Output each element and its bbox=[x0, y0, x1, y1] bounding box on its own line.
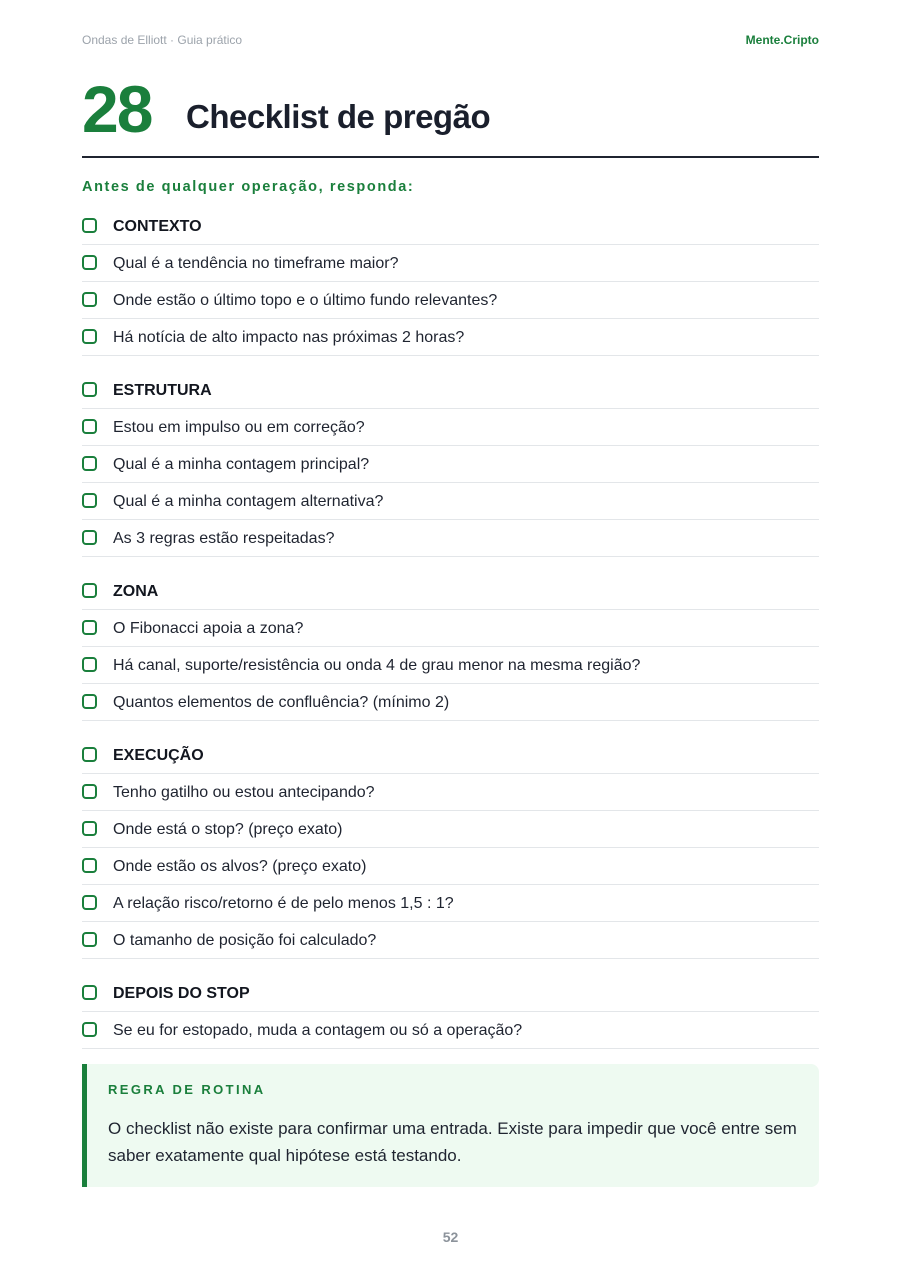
checklist-item-label: O Fibonacci apoia a zona? bbox=[113, 620, 304, 637]
checklist-item bbox=[82, 520, 819, 557]
checkbox[interactable] bbox=[82, 858, 97, 873]
section-heading-row bbox=[82, 737, 819, 774]
checkbox[interactable] bbox=[82, 419, 97, 434]
checkbox[interactable] bbox=[82, 583, 97, 598]
chapter-number: 28 bbox=[82, 72, 152, 146]
chapter-header bbox=[82, 70, 819, 158]
checkbox[interactable] bbox=[82, 657, 97, 672]
checkbox[interactable] bbox=[82, 895, 97, 910]
checklist-item bbox=[82, 848, 819, 885]
checklist-item bbox=[82, 319, 819, 356]
section-title: EXECUÇÃO bbox=[113, 747, 204, 764]
checklist-item-label: Quantos elementos de confluência? (mínimo 2) bbox=[113, 694, 450, 711]
checkbox[interactable] bbox=[82, 255, 97, 270]
intro-prompt: Antes de qualquer operação, responda: bbox=[82, 179, 415, 195]
chapter-title: Checklist de pregão bbox=[186, 98, 491, 135]
checkbox[interactable] bbox=[82, 292, 97, 307]
checkbox[interactable] bbox=[82, 821, 97, 836]
checklist-item bbox=[82, 282, 819, 319]
checklist-item bbox=[82, 245, 819, 282]
checklist-section bbox=[82, 975, 819, 1049]
checklist-item-label: Estou em impulso ou em correção? bbox=[113, 419, 365, 436]
routine-rule-callout bbox=[82, 1064, 819, 1187]
section-title: CONTEXTO bbox=[113, 218, 202, 235]
checkbox[interactable] bbox=[82, 530, 97, 545]
checkbox[interactable] bbox=[82, 620, 97, 635]
checkbox[interactable] bbox=[82, 694, 97, 709]
checklist-item-label: Se eu for estopado, muda a contagem ou só a operação? bbox=[113, 1022, 523, 1039]
running-head bbox=[82, 32, 819, 48]
checklist-section bbox=[82, 737, 819, 959]
checklist-item bbox=[82, 610, 819, 647]
checklist-item bbox=[82, 811, 819, 848]
book-title: Ondas de Elliott · Guia prático bbox=[82, 33, 243, 47]
brand-name: Mente.Cripto bbox=[745, 33, 819, 47]
callout-text: O checklist não existe para confirmar uma entrada. Existe para impedir que você entre sem saber exatamente qual hipótese está testando. bbox=[108, 1119, 797, 1165]
checklist-item bbox=[82, 922, 819, 959]
checklist-item-label: Qual é a minha contagem alternativa? bbox=[113, 493, 384, 510]
checklist-item bbox=[82, 483, 819, 520]
checkbox[interactable] bbox=[82, 985, 97, 1000]
checklist-item-label: Onde estão o último topo e o último fundo relevantes? bbox=[113, 292, 498, 309]
checklist-item-label: O tamanho de posição foi calculado? bbox=[113, 932, 377, 949]
checkbox[interactable] bbox=[82, 747, 97, 762]
checklist-item-label: Onde está o stop? (preço exato) bbox=[113, 821, 343, 838]
page-number: 52 bbox=[442, 1229, 459, 1245]
checklist-item-label: A relação risco/retorno é de pelo menos 1,5 : 1? bbox=[113, 895, 454, 912]
checkbox[interactable] bbox=[82, 382, 97, 397]
checklist-item bbox=[82, 647, 819, 684]
checklist-section bbox=[82, 208, 819, 356]
checklist-section bbox=[82, 573, 819, 721]
checkbox[interactable] bbox=[82, 456, 97, 471]
checklist bbox=[82, 208, 819, 1065]
callout-label: REGRA DE ROTINA bbox=[108, 1082, 266, 1097]
checklist-item bbox=[82, 1012, 819, 1049]
checkbox[interactable] bbox=[82, 784, 97, 799]
checklist-item bbox=[82, 409, 819, 446]
checklist-item-label: Há canal, suporte/resistência ou onda 4 de grau menor na mesma região? bbox=[113, 657, 641, 674]
section-title: DEPOIS DO STOP bbox=[113, 985, 250, 1002]
checkbox[interactable] bbox=[82, 329, 97, 344]
checkbox[interactable] bbox=[82, 932, 97, 947]
checkbox[interactable] bbox=[82, 1022, 97, 1037]
checklist-item bbox=[82, 774, 819, 811]
checklist-item-label: Qual é a tendência no timeframe maior? bbox=[113, 255, 399, 272]
checklist-item-label: Tenho gatilho ou estou antecipando? bbox=[113, 784, 375, 801]
section-heading-row bbox=[82, 573, 819, 610]
section-title: ESTRUTURA bbox=[113, 382, 212, 399]
checklist-section bbox=[82, 372, 819, 557]
checklist-item-label: Há notícia de alto impacto nas próximas 2 horas? bbox=[113, 329, 465, 346]
checkbox[interactable] bbox=[82, 218, 97, 233]
checklist-item-label: Onde estão os alvos? (preço exato) bbox=[113, 858, 367, 875]
section-heading-row bbox=[82, 975, 819, 1012]
checklist-item-label: Qual é a minha contagem principal? bbox=[113, 456, 370, 473]
section-title: ZONA bbox=[113, 583, 159, 600]
checklist-item bbox=[82, 684, 819, 721]
checklist-item bbox=[82, 885, 819, 922]
section-heading-row bbox=[82, 372, 819, 409]
checklist-item-label: As 3 regras estão respeitadas? bbox=[113, 530, 335, 547]
checklist-item bbox=[82, 446, 819, 483]
checkbox[interactable] bbox=[82, 493, 97, 508]
section-heading-row bbox=[82, 208, 819, 245]
